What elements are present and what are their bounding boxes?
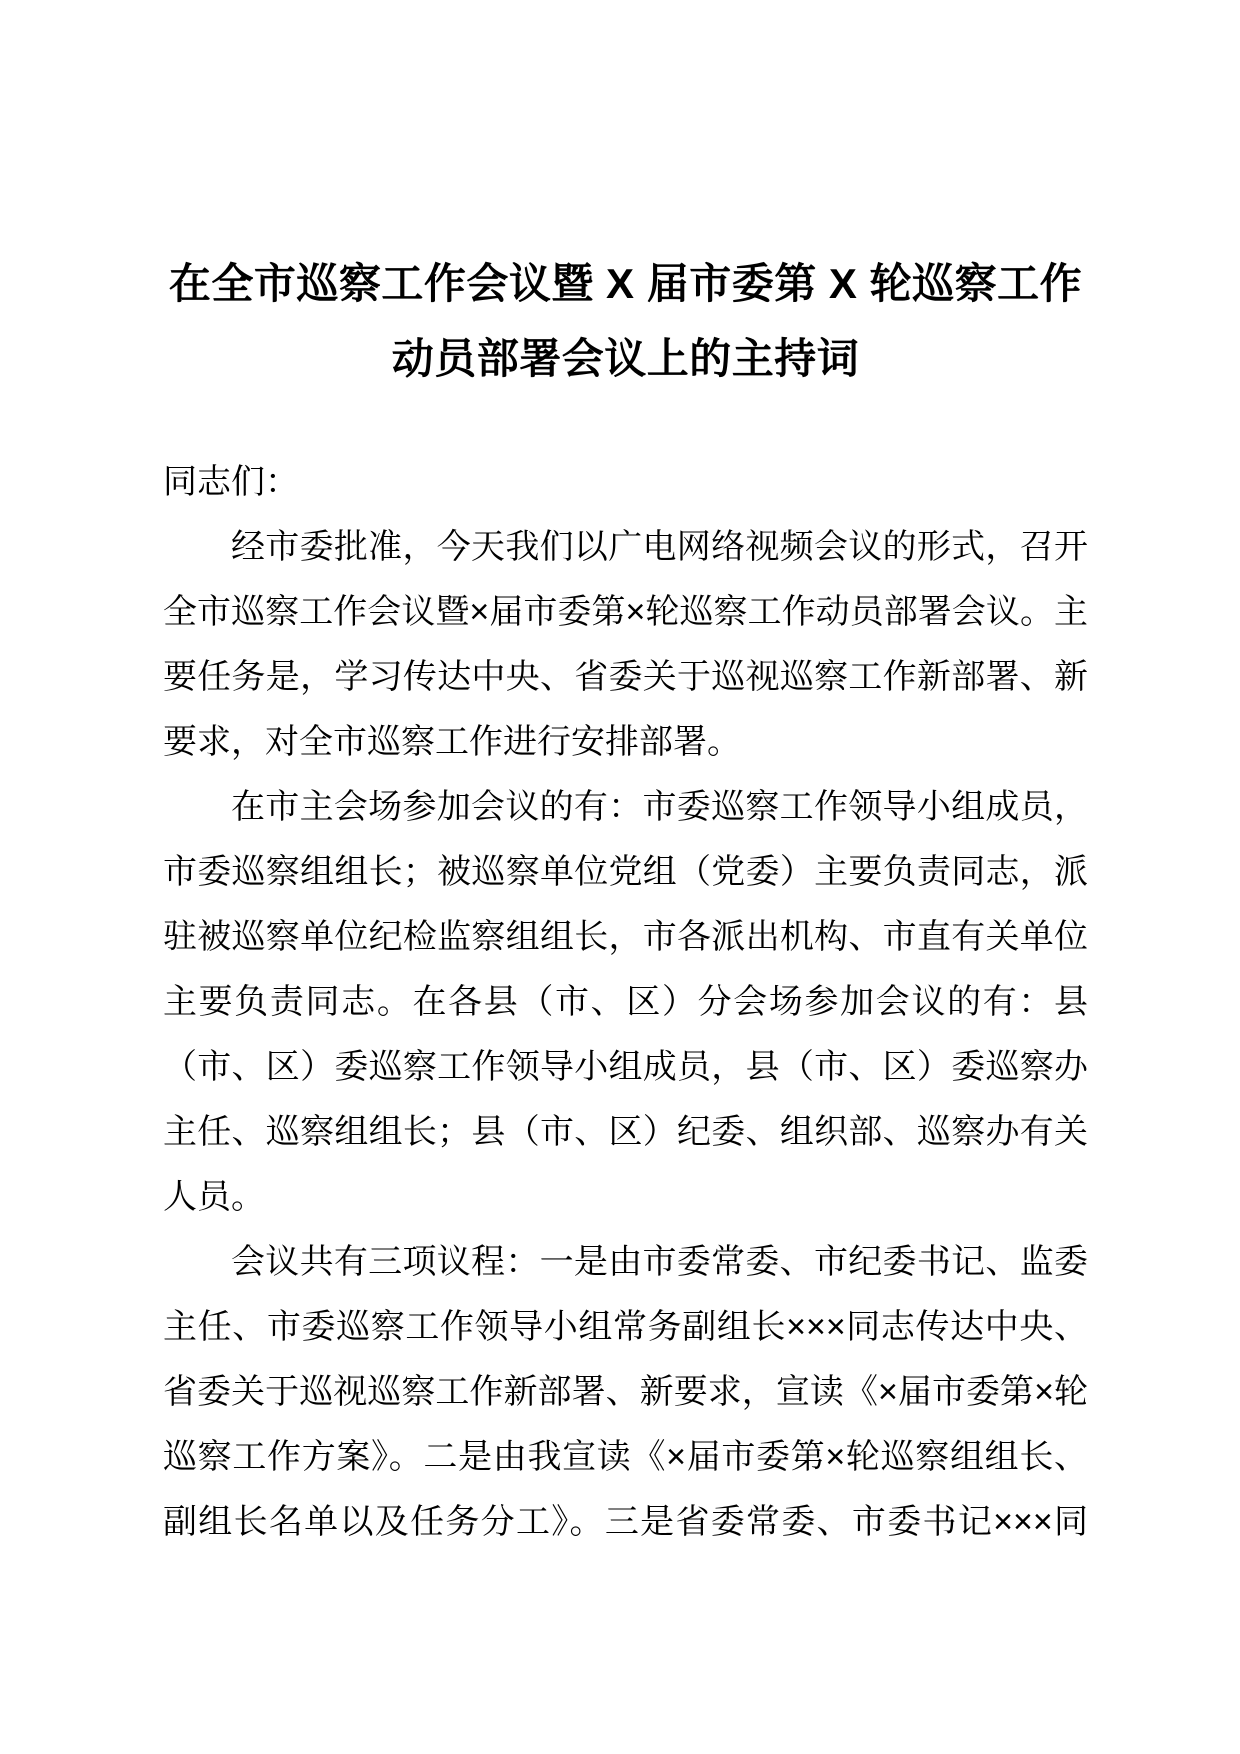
document-title bbox=[163, 246, 1088, 396]
body-line: 在市主会场参加会议的有：市委巡察工作领导小组成员， bbox=[231, 788, 1088, 826]
title-line-2: 动员部署会议上的主持词 bbox=[391, 335, 860, 382]
body-line: 会议共有三项议程：一是由市委常委、市纪委书记、监委 bbox=[231, 1243, 1088, 1281]
body-line: 要任务是，学习传达中央、省委关于巡视巡察工作新部署、新 bbox=[163, 658, 1088, 696]
document-body bbox=[163, 450, 1088, 1555]
body-line: 人员。 bbox=[163, 1178, 265, 1216]
body-line: 巡察工作方案》。二是由我宣读《×届市委第×轮巡察组组长、 bbox=[163, 1438, 1088, 1476]
body-paragraph-3 bbox=[163, 775, 1088, 1230]
body-line: 主要负责同志。在各县（市、区）分会场参加会议的有：县 bbox=[163, 983, 1088, 1021]
body-line: 市委巡察组组长；被巡察单位党组（党委）主要负责同志，派 bbox=[163, 853, 1088, 891]
body-line: 全市巡察工作会议暨×届市委第×轮巡察工作动员部署会议。主 bbox=[163, 593, 1088, 631]
body-line: （市、区）委巡察工作领导小组成员，县（市、区）委巡察办 bbox=[163, 1048, 1088, 1086]
body-line: 副组长名单以及任务分工》。三是省委常委、市委书记×××同 bbox=[163, 1503, 1088, 1541]
body-paragraph-4 bbox=[163, 1230, 1088, 1555]
body-paragraph-1 bbox=[163, 450, 1088, 515]
body-line: 省委关于巡视巡察工作新部署、新要求，宣读《×届市委第×轮 bbox=[163, 1373, 1088, 1411]
body-line: 驻被巡察单位纪检监察组组长，市各派出机构、市直有关单位 bbox=[163, 918, 1088, 956]
body-paragraph-2 bbox=[163, 515, 1088, 775]
body-line: 要求，对全市巡察工作进行安排部署。 bbox=[163, 723, 741, 761]
body-line: 经市委批准，今天我们以广电网络视频会议的形式，召开 bbox=[231, 528, 1088, 566]
body-line: 主任、市委巡察工作领导小组常务副组长×××同志传达中央、 bbox=[163, 1308, 1088, 1346]
title-line-1: 在全市巡察工作会议暨 X 届市委第 X 轮巡察工作 bbox=[168, 260, 1083, 307]
body-line: 主任、巡察组组长；县（市、区）纪委、组织部、巡察办有关 bbox=[163, 1113, 1088, 1151]
body-line: 同志们： bbox=[163, 463, 299, 501]
